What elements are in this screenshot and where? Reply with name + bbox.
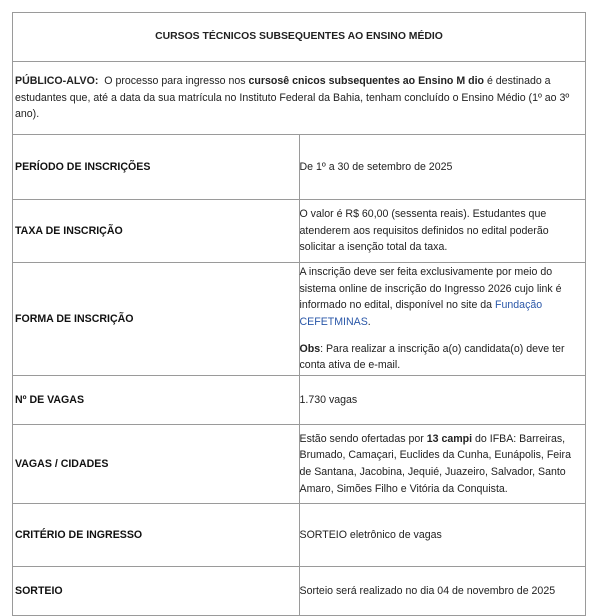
criterio-label: CRITÉRIO DE INGRESSO — [13, 504, 300, 567]
vagas-row — [13, 376, 586, 425]
publico-cell — [13, 62, 586, 135]
taxa-value: O valor é R$ 60,00 (sessenta reais). Estudantes que atenderem aos requisitos definidos no edital poderão solicitar a isenção total da taxa. — [299, 200, 586, 263]
forma-text-1: A inscrição deve ser feita exclusivamente por meio do sistema online de inscrição do Ingresso 2026 cujo link é informado no edital, disponível no site da — [299, 266, 562, 312]
fundacao-link[interactable]: Fundação CEFETMINAS — [299, 299, 543, 328]
forma-row — [13, 263, 586, 376]
info-table-container — [12, 12, 586, 597]
periodo-label: PERÍODO DE INSCRIÇÕES — [13, 135, 300, 200]
taxa-label: TAXA DE INSCRIÇÃO — [13, 200, 300, 263]
course-info-table — [12, 12, 586, 616]
publico-text-2: é destinado a estudantes que, até a data da sua matrícula no Instituto Federal da Bahia, tenham concluído o Ensino Médio (1º ao 3º ano). — [15, 75, 570, 121]
forma-text-2: . — [367, 316, 371, 328]
cidades-row — [13, 425, 586, 504]
criterio-value: SORTEIO eletrônico de vagas — [299, 504, 586, 567]
publico-row — [13, 62, 586, 135]
obs-text: : Para realizar a inscrição a(o) candidata(o) deve ter conta ativa de e-mail. — [299, 342, 565, 372]
cidades-label: VAGAS / CIDADES — [13, 425, 300, 504]
publico-label: PÚBLICO-ALVO: — [15, 75, 99, 88]
sorteio-label: SORTEIO — [13, 567, 300, 616]
obs-label: Obs — [299, 342, 321, 355]
sorteio-value: Sorteio será realizado no dia 04 de novembro de 2025 — [299, 567, 586, 616]
cidades-text-1: Estão sendo ofertadas por — [299, 432, 427, 445]
table-title: CURSOS TÉCNICOS SUBSEQUENTES AO ENSINO MÉDIO — [13, 13, 586, 62]
title-row — [13, 13, 586, 62]
cidades-text-2: do IFBA: Barreiras, Brumado, Camaçari, Euclides da Cunha, Eunápolis, Feira de Santana, Jacobina, Jequié, Juazeiro, Salvador, Santo Amaro, Simões Filho e Vitória da Conquista. — [299, 432, 571, 495]
vagas-value: 1.730 vagas — [299, 376, 586, 425]
taxa-row — [13, 200, 586, 263]
publico-text-1: O processo para ingresso nos — [98, 75, 249, 88]
cidades-campi-count: 13 campi — [426, 432, 473, 445]
periodo-value: De 1º a 30 de setembro de 2025 — [299, 135, 586, 200]
sorteio-row — [13, 567, 586, 616]
vagas-label: Nº DE VAGAS — [13, 376, 300, 425]
periodo-row — [13, 135, 586, 200]
cidades-value — [299, 425, 586, 504]
publico-bold-text: cursosê cnicos subsequentes ao Ensino M dio — [248, 75, 485, 88]
forma-label: FORMA DE INSCRIÇÃO — [13, 263, 300, 376]
forma-value — [299, 263, 586, 376]
criterio-row — [13, 504, 586, 567]
